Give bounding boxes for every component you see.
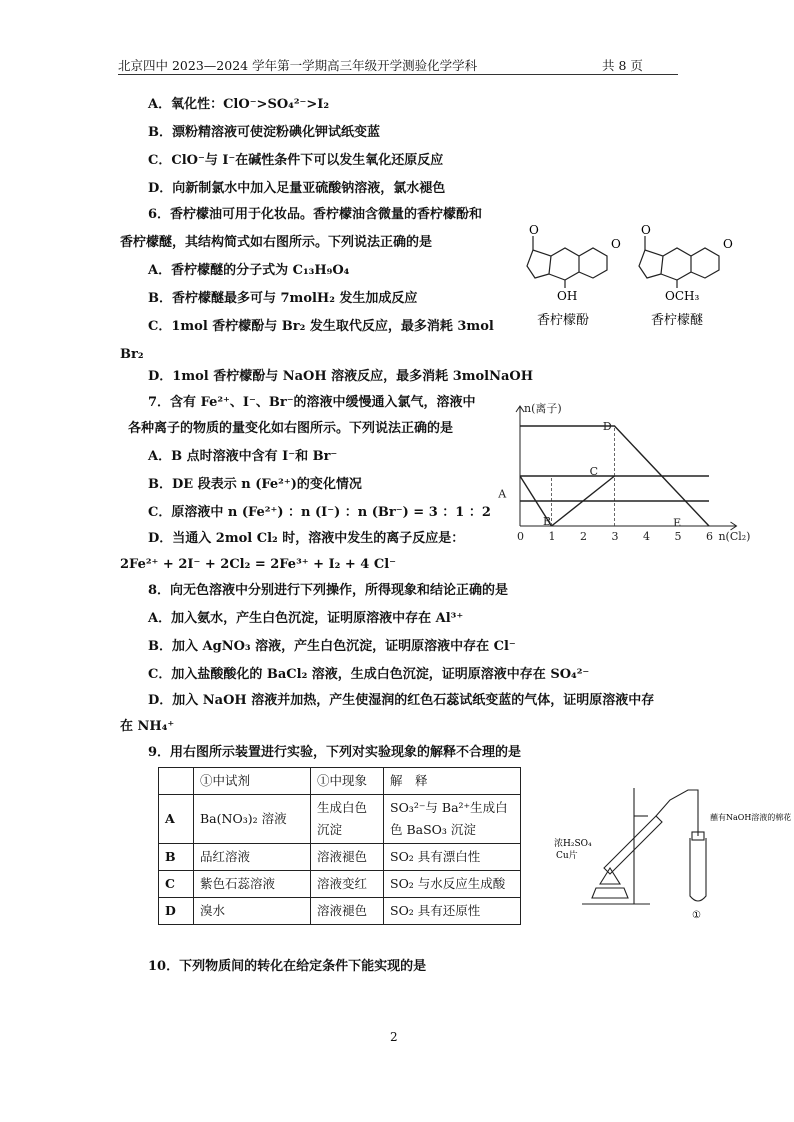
- q5-option-a: A．氧化性：ClO⁻>SO₄²⁻>I₂: [148, 97, 330, 112]
- point-label-A: A: [498, 487, 507, 501]
- x-tick-label: 5: [674, 530, 682, 543]
- alcohol-lamp: [592, 888, 628, 898]
- q6-option-c: C．1mol 香柠檬酚与 Br₂ 发生取代反应，最多消耗 3mol: [148, 319, 494, 334]
- label-conc-sulfuric-acid: 浓H₂SO₄: [554, 839, 592, 849]
- header-pages: 共 8 页: [602, 58, 643, 73]
- q7-option-d: D．当通入 2mol Cl₂ 时，溶液中发生的离子反应是：: [148, 531, 465, 546]
- x-tick-label: 4: [643, 530, 650, 543]
- x-tick-label: 1: [548, 530, 556, 543]
- table-row: [159, 871, 521, 898]
- mol1-carbonyl-o: O: [529, 223, 539, 237]
- q9-header-phenomenon: ①中现象: [311, 768, 384, 795]
- q6-stem-line2: 香柠檬醚，其结构简式如右图所示。下列说法正确的是: [120, 235, 433, 250]
- label-copper: Cu片: [556, 851, 578, 861]
- q8-option-d-cont: 在 NH₄⁺: [120, 719, 175, 734]
- table-row: [159, 795, 521, 844]
- table-row: [159, 844, 521, 871]
- q9-row-key: B: [159, 844, 194, 871]
- q7-option-b: B．DE 段表示 n (Fe²⁺)的变化情况: [148, 477, 362, 492]
- mol1-substituent: OH: [557, 289, 578, 303]
- q7-equation: 2Fe²⁺ + 2I⁻ + 2Cl₂ = 2Fe³⁺ + I₂ + 4 Cl⁻: [120, 557, 397, 572]
- q7-ion-amount-chart: [500, 398, 770, 546]
- q5-option-b: B．漂粉精溶液可使淀粉碘化钾试纸变蓝: [148, 125, 380, 140]
- q9-row-phenomenon: 溶液变红: [311, 871, 384, 898]
- mol2-ring-o: O: [723, 237, 733, 251]
- q5-option-c: C．ClO⁻与 I⁻在碱性条件下可以发生氧化还原反应: [148, 153, 444, 168]
- bergaptol-structure: [527, 236, 607, 288]
- header-title: 北京四中 2023—2024 学年第一学期高三年级开学测验化学学科: [118, 58, 478, 73]
- y-axis-label: n(离子): [524, 402, 562, 415]
- delivery-tube: [656, 790, 698, 836]
- q9-row-key: D: [159, 898, 194, 925]
- test-tube-1: [690, 838, 706, 901]
- q7-stem-line1: 7．含有 Fe²⁺、I⁻、Br⁻的溶液中缓慢通入氯气，溶液中: [148, 395, 476, 410]
- x-tick-label: 2: [580, 530, 587, 543]
- q9-row-reagent: 品红溶液: [194, 844, 311, 871]
- q9-header-key: [159, 768, 194, 795]
- mol2-carbonyl-o: O: [641, 223, 651, 237]
- page-header: [118, 54, 678, 75]
- q9-row-key: C: [159, 871, 194, 898]
- page-number: 2: [390, 1030, 398, 1044]
- q9-row-reagent: Ba(NO₃)₂ 溶液: [194, 795, 311, 844]
- bergapten-structure: [639, 236, 719, 288]
- q9-row-phenomenon: 溶液褪色: [311, 844, 384, 871]
- q8-option-a: A．加入氨水，产生白色沉淀，证明原溶液中存在 Al³⁺: [148, 611, 464, 626]
- q7-option-c: C．原溶液中 n (Fe²⁺) ：n (I⁻) ：n (Br⁻) = 3 ：1 ：2: [148, 505, 491, 520]
- mol2-substituent: OCH₃: [665, 289, 700, 303]
- q9-stem: 9．用右图所示装置进行实验，下列对实验现象的解释不合理的是: [148, 745, 522, 760]
- q9-row-reagent: 溴水: [194, 898, 311, 925]
- q9-row-phenomenon: 溶液褪色: [311, 898, 384, 925]
- label-naoh-cotton: 蘸有NaOH溶液的棉花: [710, 813, 792, 822]
- q9-row-explanation: SO₂ 具有还原性: [384, 898, 521, 925]
- q8-stem: 8．向无色溶液中分别进行下列操作，所得现象和结论正确的是: [148, 583, 509, 598]
- q9-apparatus-figure: [552, 776, 792, 926]
- mol1-ring-o: O: [611, 237, 621, 251]
- q9-header-explanation: 解 释: [384, 768, 521, 795]
- q7-option-a: A．B 点时溶液中含有 I⁻和 Br⁻: [148, 449, 338, 464]
- q8-option-b: B．加入 AgNO₃ 溶液，产生白色沉淀，证明原溶液中存在 Cl⁻: [148, 639, 516, 654]
- point-label-B: B: [542, 515, 552, 528]
- q9-header-row: [159, 768, 521, 795]
- x-tick-label: 3: [611, 530, 619, 543]
- mol1-name: 香柠檬酚: [537, 313, 590, 328]
- q9-row-phenomenon: 生成白色沉淀: [311, 795, 384, 844]
- q6-option-b: B．香柠檬醚最多可与 7molH₂ 发生加成反应: [148, 291, 418, 306]
- q9-row-explanation: SO₂ 具有漂白性: [384, 844, 521, 871]
- q9-row-reagent: 紫色石蕊溶液: [194, 871, 311, 898]
- q9-row-explanation: SO₂ 与水反应生成酸: [384, 871, 521, 898]
- q6-option-a: A．香柠檬醚的分子式为 C₁₃H₉O₄: [148, 263, 350, 278]
- point-label-E: E: [673, 516, 682, 530]
- q6-option-d: D．1mol 香柠檬酚与 NaOH 溶液反应，最多消耗 3molNaOH: [148, 369, 534, 384]
- q8-option-d: D．加入 NaOH 溶液并加热，产生使湿润的红色石蕊试纸变蓝的气体，证明原溶液中存: [148, 693, 655, 708]
- q9-table: [158, 767, 521, 925]
- reaction-tube: [604, 816, 662, 874]
- q6-stem-line1: 6．香柠檬油可用于化妆品。香柠檬油含微量的香柠檬酚和: [148, 207, 483, 222]
- x-tick-label: 6: [706, 530, 713, 543]
- q6-option-c-cont: Br₂: [120, 347, 144, 362]
- x-axis-label: n(Cl₂): [718, 530, 751, 543]
- q10-stem: 10．下列物质间的转化在给定条件下能实现的是: [148, 959, 427, 974]
- q9-row-explanation: SO₃²⁻与 Ba²⁺生成白色 BaSO₃ 沉淀: [384, 795, 521, 844]
- table-row: [159, 898, 521, 925]
- burner-flame: [600, 868, 620, 884]
- q9-header-reagent: ①中试剂: [194, 768, 311, 795]
- mol2-name: 香柠檬醚: [651, 313, 704, 328]
- point-label-D: D: [602, 420, 612, 433]
- x-tick-label: 0: [517, 530, 524, 543]
- q9-row-key: A: [159, 795, 194, 844]
- q5-option-d: D．向新制氯水中加入足量亚硫酸钠溶液，氯水褪色: [148, 181, 446, 196]
- point-label-C: C: [589, 465, 599, 478]
- q8-option-c: C．加入盐酸酸化的 BaCl₂ 溶液，生成白色沉淀，证明原溶液中存在 SO₄²⁻: [148, 667, 590, 682]
- label-tube-1: ①: [692, 910, 701, 921]
- q7-stem-line2: 各种离子的物质的量变化如右图所示。下列说法正确的是: [128, 421, 454, 436]
- q6-structures-figure: [515, 222, 737, 334]
